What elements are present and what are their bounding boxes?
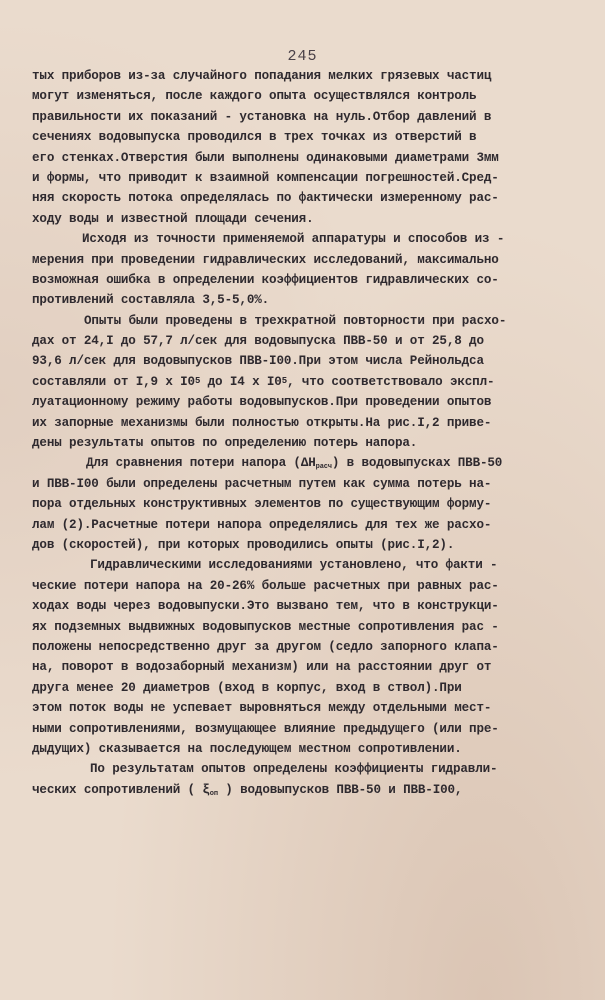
text-fragment: ) водовыпусков ПВВ-50 и ПВВ-I00, [217,782,463,797]
text-line: мерения при проведении гидравлических исследований, максимально [32,252,499,267]
text-line: ческие потери напора на 20-26% больше расчетных при равных рас- [32,578,499,593]
subscript: расч [315,463,332,472]
text-line: лам (2).Расчетные потери напора определялись для тех же расхо- [32,517,492,532]
text-fragment: Для сравнения потери напора (ΔH [86,456,316,471]
text-fragment: составляли от I,9 х I0 [32,374,195,389]
text-line: ходу воды и известной площади сечения. [32,211,314,226]
text-line: пора отдельных конструктивных элементов по существующим форму- [32,497,492,512]
text-line: этом поток воды не успевает выровняться между отдельными мест- [32,701,492,716]
subscript: оп [209,789,218,798]
text-line: сечениях водовыпуска проводился в трех точках из отверстий в [32,130,477,145]
text-line: дах от 24,I до 57,7 л/сек для водовыпуска ПВВ-50 и от 25,8 до [32,334,484,349]
page-number: 245 [287,48,318,65]
text-line: тых приборов из-за случайного попадания мелких грязевых частиц [32,69,492,83]
paragraph-start-line: Исходя из точности применяемой аппаратуры и способов из - [82,232,505,247]
text-line: дов (скоростей), при которых проводились опыты (рис.I,2). [32,537,455,552]
text-line: положены непосредственно друг за другом (седло запорного клапа- [32,639,499,654]
paragraph-start-line: Гидравлическими исследованиями установлено, что факти - [90,558,498,573]
document-body [32,66,577,800]
text-line: няя скорость потока определялась по фактически измеренному рас- [32,191,499,206]
text-fragment: , что соответствовало экспл- [286,374,495,389]
text-line: их запорные механизмы были полностью открыты.На рис.I,2 приве- [32,415,492,430]
text-line: дены результаты опытов по определению потерь напора. [32,436,418,451]
text-line: противлений составляла 3,5-5,0%. [32,293,270,308]
text-fragment: до I4 х I0 [200,374,282,389]
text-line: дыдущих) сказывается на последующем местном сопротивлении. [32,741,462,756]
text-line: луатационному режиму работы водовыпусков.При проведении опытов [32,395,492,410]
text-line: и ПВВ-I00 были определены расчетным путем как сумма потерь на- [32,476,492,491]
text-line: ходах воды через водовыпуски.Это вызвано тем, что в конструкци- [32,599,499,614]
text-line: на, поворот в водозаборный механизм) или на расстоянии друг от [32,660,492,675]
text-line: правильности их показаний - установка на нуль.Отбор давлений в [32,109,492,124]
paragraph-start-line: По результатам опытов определены коэффициенты гидравли- [90,762,498,777]
text-line-reynolds [32,372,577,392]
text-line: друга менее 20 диаметров (вход в корпус, вход в ствол).При [32,680,462,695]
text-line: ях подземных выдвижных водовыпусков местные сопротивления рас - [32,619,499,634]
superscript: 5 [281,375,287,386]
text-line: ными сопротивлениями, возмущающее влияние предыдущего (или пре- [32,721,499,736]
text-line: 93,6 л/сек для водовыпусков ПВВ-I00.При этом числа Рейнольдса [32,354,484,369]
text-line-xi [32,780,577,800]
text-line: и формы, что приводит к взаимной компенсации погрешностей.Сред- [32,170,499,185]
text-line: его стенках.Отверстия были выполнены одинаковыми диаметрами 3мм [32,150,499,165]
text-fragment: ) в водовыпусках ПВВ-50 [331,456,503,471]
superscript: 5 [194,375,201,386]
text-line: могут изменяться, после каждого опыта осуществлялся контроль [32,89,477,104]
text-line: возможная ошибка в определении коэффициентов гидравлических со- [32,272,499,287]
text-fragment: ческих сопротивлений ( ξ [32,782,210,797]
paragraph-start-line [32,453,577,473]
paragraph-start-line: Опыты были проведены в трехкратной повторности при расхо- [84,313,507,328]
